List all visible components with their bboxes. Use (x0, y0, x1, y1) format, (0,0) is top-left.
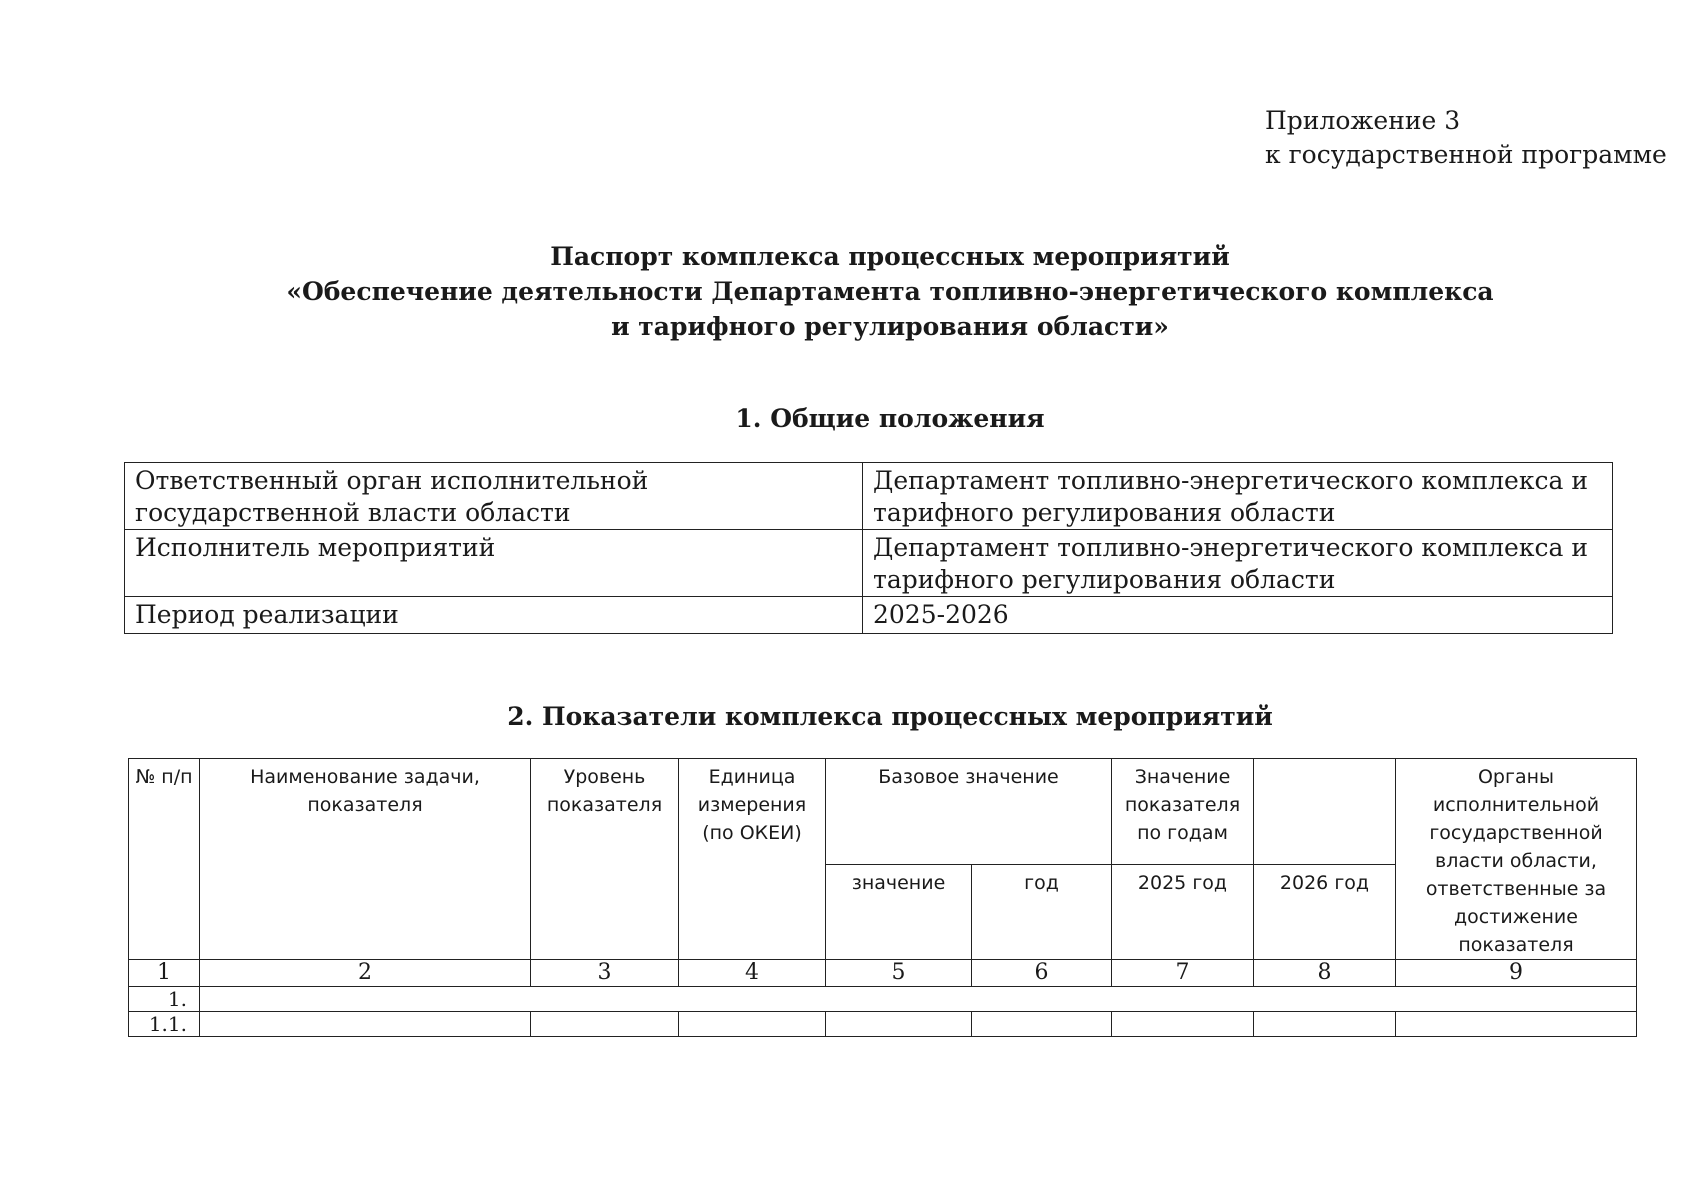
cell-responsible (1396, 1012, 1637, 1037)
cell-level (531, 1012, 679, 1037)
row-value: 2025-2026 (863, 597, 1613, 634)
row-number: 1. (129, 987, 200, 1012)
column-number: 3 (531, 960, 679, 987)
task-cell (200, 987, 1637, 1012)
header-unit: Единица измерения (по ОКЕИ) (679, 759, 826, 960)
column-number: 4 (679, 960, 826, 987)
table-row (129, 987, 1637, 1012)
column-number: 7 (1112, 960, 1254, 987)
row-label: Ответственный орган исполнительной государственной власти области (125, 463, 863, 530)
appendix-line-2: к государственной программе (1265, 140, 1667, 169)
row-value: Департамент топливно-энергетического комплекса и тарифного регулирования области (863, 530, 1613, 597)
header-by-years: Значение показателя по годам (1112, 759, 1254, 865)
document-title-line-2: «Обеспечение деятельности Департамента топливно-энергетического комплекса (286, 277, 1494, 306)
cell-base-year (972, 1012, 1112, 1037)
row-number: 1.1. (129, 1012, 200, 1037)
table-row (125, 463, 1613, 530)
appendix-line-1: Приложение 3 (1265, 106, 1461, 135)
table-row (125, 530, 1613, 597)
header-num: № п/п (129, 759, 200, 960)
document-title-line-3: и тарифного регулирования области» (611, 312, 1169, 341)
header-base: Базовое значение (826, 759, 1112, 865)
header-row (129, 759, 1637, 865)
column-number: 5 (826, 960, 972, 987)
header-responsible: Органы исполнительной государственной власти области, ответственные за достижение показателя (1396, 759, 1637, 960)
document-title-line-1: Паспорт комплекса процессных мероприятий (550, 242, 1230, 271)
column-number: 1 (129, 960, 200, 987)
column-number: 6 (972, 960, 1112, 987)
header-name: Наименование задачи, показателя (200, 759, 531, 960)
column-numbers-row (129, 960, 1637, 987)
table-row (125, 597, 1613, 634)
header-year-2026: 2026 год (1254, 865, 1396, 960)
section-1-heading: 1. Общие положения (735, 404, 1045, 433)
header-empty (1254, 759, 1396, 865)
header-base-year: год (972, 865, 1112, 960)
cell-base-value (826, 1012, 972, 1037)
general-provisions-table (124, 462, 1613, 634)
table-row (129, 1012, 1637, 1037)
column-number: 9 (1396, 960, 1637, 987)
indicators-table (128, 758, 1637, 1037)
row-value: Департамент топливно-энергетического комплекса и тарифного регулирования области (863, 463, 1613, 530)
cell-2026 (1254, 1012, 1396, 1037)
cell-2025 (1112, 1012, 1254, 1037)
cell-name (200, 1012, 531, 1037)
row-label: Исполнитель мероприятий (125, 530, 863, 597)
row-label: Период реализации (125, 597, 863, 634)
header-base-value: значение (826, 865, 972, 960)
appendix-note (1265, 104, 1667, 172)
header-year-2025: 2025 год (1112, 865, 1254, 960)
column-number: 2 (200, 960, 531, 987)
header-level: Уровень показателя (531, 759, 679, 960)
cell-unit (679, 1012, 826, 1037)
section-2-heading: 2. Показатели комплекса процессных мероприятий (507, 702, 1273, 731)
column-number: 8 (1254, 960, 1396, 987)
